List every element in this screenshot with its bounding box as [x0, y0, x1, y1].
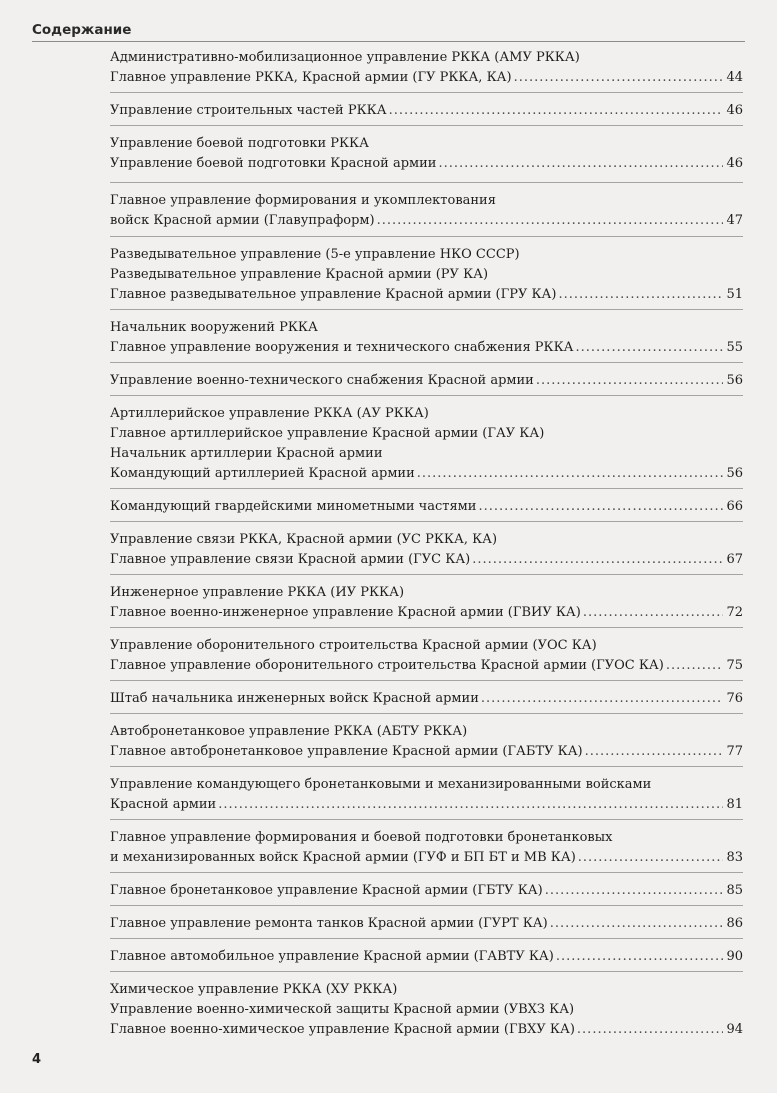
toc-entry-line: Административно-мобилизационное управление РККА (АМУ РККА) [110, 50, 580, 65]
toc-entry-title: Командующий гвардейскими минометными частями [110, 499, 477, 514]
toc-page-number: 66 [726, 499, 743, 514]
dot-leader [481, 689, 723, 709]
toc-entry[interactable] [110, 48, 743, 88]
dot-leader [417, 464, 723, 484]
toc-page-number: 72 [726, 605, 743, 620]
toc-entry[interactable] [110, 881, 743, 901]
toc-entry-line: Начальник артиллерии Красной армии [110, 446, 383, 461]
entry-separator [110, 521, 743, 522]
toc-entry-title: Главное управление ремонта танков Красной армии (ГУРТ КА) [110, 916, 548, 931]
toc-entry-title: Главное управление РККА, Красной армии (ГУ РККА, КА) [110, 70, 512, 85]
toc-page-number: 77 [726, 744, 743, 759]
toc-entry[interactable] [110, 636, 743, 676]
toc-entry-title: Главное автобронетанковое управление Красной армии (ГАБТУ КА) [110, 744, 583, 759]
dot-leader [558, 285, 723, 305]
page-number: 4 [32, 1052, 42, 1067]
toc-entry-line: Артиллерийское управление РККА (АУ РККА) [110, 406, 429, 421]
dot-leader [550, 914, 723, 934]
toc-page-number: 85 [726, 883, 743, 898]
dot-leader [545, 881, 723, 901]
dot-leader [514, 68, 723, 88]
toc-page-number: 46 [726, 103, 743, 118]
toc-entry-last-line [110, 914, 743, 934]
entry-separator [110, 627, 743, 628]
toc-entry[interactable] [110, 530, 743, 570]
entry-separator [110, 488, 743, 489]
toc-entry-line: Главное артиллерийское управление Красной армии (ГАУ КА) [110, 426, 545, 441]
entry-separator [110, 905, 743, 906]
toc-page-number: 94 [726, 1022, 743, 1037]
toc-entry-last-line [110, 848, 743, 868]
toc-entry-line: Автобронетанковое управление РККА (АБТУ РККА) [110, 724, 468, 739]
toc-entry-last-line [110, 371, 743, 391]
toc-entry-line: Разведывательное управление (5-е управление НКО СССР) [110, 247, 520, 262]
toc-entry-title: Управление строительных частей РККА [110, 103, 387, 118]
toc-entry-line: Начальник вооружений РККА [110, 320, 318, 335]
entry-separator [110, 92, 743, 93]
dot-leader [583, 603, 723, 623]
toc-entry-title: войск Красной армии (Главупраформ) [110, 213, 375, 228]
toc-page-number: 46 [726, 156, 743, 171]
dot-leader [478, 497, 723, 517]
entry-separator [110, 938, 743, 939]
toc-page-number: 86 [726, 916, 743, 931]
toc-page-number: 56 [726, 466, 743, 481]
dot-leader [218, 795, 723, 815]
toc-entry-title: Главное управление вооружения и технического снабжения РККА [110, 340, 574, 355]
section-label: Содержание [32, 22, 132, 38]
toc-entry-title: Главное военно-химическое управление Красной армии (ГВХУ КА) [110, 1022, 575, 1037]
toc-entry[interactable] [110, 689, 743, 709]
entry-separator [110, 574, 743, 575]
toc-entry[interactable] [110, 101, 743, 121]
entry-separator [110, 362, 743, 363]
toc-entry-line: Главное управление формирования и укомплектования [110, 193, 496, 208]
toc-page-number: 51 [726, 287, 743, 302]
toc-entry-line: Управление оборонительного строительства Красной армии (УОС КА) [110, 638, 597, 653]
toc-entry-title: Главное управление оборонительного строительства Красной армии (ГУОС КА) [110, 658, 664, 673]
toc-entry-title: и механизированных войск Красной армии (ГУФ и БП БТ и МВ КА) [110, 850, 576, 865]
dot-leader [472, 550, 723, 570]
entry-separator [110, 182, 743, 183]
toc-entry-line: Управление командующего бронетанковыми и механизированными войсками [110, 777, 652, 792]
toc-page-number: 76 [726, 691, 743, 706]
toc-entry-last-line [110, 603, 743, 623]
entry-separator [110, 309, 743, 310]
toc-page-number: 56 [726, 373, 743, 388]
toc-entry-last-line [110, 154, 743, 174]
toc-page-number: 67 [726, 552, 743, 567]
entry-separator [110, 766, 743, 767]
toc-page-number: 75 [726, 658, 743, 673]
entry-separator [110, 713, 743, 714]
entry-separator [110, 872, 743, 873]
toc-entry-title: Главное автомобильное управление Красной армии (ГАВТУ КА) [110, 949, 554, 964]
toc-entry-last-line [110, 68, 743, 88]
toc-entry-title: Командующий артиллерией Красной армии [110, 466, 415, 481]
dot-leader [377, 211, 723, 231]
toc-entry-last-line [110, 497, 743, 517]
dot-leader [585, 742, 723, 762]
toc-entry-title: Штаб начальника инженерных войск Красной армии [110, 691, 479, 706]
toc-list [110, 0, 743, 1093]
toc-entry-title: Красной армии [110, 797, 217, 812]
toc-entry[interactable] [110, 245, 743, 305]
toc-entry[interactable] [110, 134, 743, 174]
toc-entry-last-line [110, 1020, 743, 1040]
entry-separator [110, 236, 743, 237]
toc-entry-title: Главное военно-инженерное управление Красной армии (ГВИУ КА) [110, 605, 581, 620]
dot-leader [438, 154, 723, 174]
entry-separator [110, 680, 743, 681]
dot-leader [577, 1020, 723, 1040]
toc-entry-line: Химическое управление РККА (ХУ РККА) [110, 982, 398, 997]
toc-entry-title: Главное управление связи Красной армии (ГУС КА) [110, 552, 471, 567]
toc-entry[interactable] [110, 583, 743, 623]
toc-entry[interactable] [110, 947, 743, 967]
entry-separator [110, 819, 743, 820]
toc-entry-line: Главное управление формирования и боевой подготовки бронетанковых [110, 830, 613, 845]
entry-separator [110, 125, 743, 126]
toc-entry-last-line [110, 285, 743, 305]
toc-entry-title: Управление боевой подготовки Красной армии [110, 156, 437, 171]
toc-entry[interactable] [110, 404, 743, 484]
toc-entry-last-line [110, 464, 743, 484]
toc-entry-last-line [110, 101, 743, 121]
toc-page-number: 81 [726, 797, 743, 812]
toc-entry[interactable] [110, 980, 743, 1040]
toc-entry-title: Главное бронетанковое управление Красной армии (ГБТУ КА) [110, 883, 543, 898]
toc-entry[interactable] [110, 497, 743, 517]
toc-page-number: 44 [726, 70, 743, 85]
toc-entry-line: Управление связи РККА, Красной армии (УС РККА, КА) [110, 532, 498, 547]
toc-entry[interactable] [110, 914, 743, 934]
toc-entry-last-line [110, 338, 743, 358]
toc-entry-last-line [110, 689, 743, 709]
toc-entry-last-line [110, 795, 743, 815]
dot-leader [389, 101, 723, 121]
toc-entry-line: Инженерное управление РККА (ИУ РККА) [110, 585, 405, 600]
entry-separator [110, 971, 743, 972]
toc-entry[interactable] [110, 191, 743, 231]
toc-entry-line: Управление военно-химической защиты Красной армии (УВХЗ КА) [110, 1002, 575, 1017]
toc-entry-last-line [110, 881, 743, 901]
toc-entry[interactable] [110, 775, 743, 815]
dot-leader [556, 947, 723, 967]
toc-entry-last-line [110, 656, 743, 676]
toc-entry-last-line [110, 947, 743, 967]
entry-separator [110, 395, 743, 396]
dot-leader [578, 848, 723, 868]
dot-leader [666, 656, 723, 676]
toc-entry-line: Управление боевой подготовки РККА [110, 136, 369, 151]
toc-entry[interactable] [110, 722, 743, 762]
toc-entry-last-line [110, 742, 743, 762]
toc-entry-last-line [110, 550, 743, 570]
toc-page-number: 47 [726, 213, 743, 228]
toc-entry-last-line [110, 211, 743, 231]
dot-leader [576, 338, 723, 358]
toc-entry[interactable] [110, 318, 743, 358]
dot-leader [536, 371, 723, 391]
toc-page-number: 83 [726, 850, 743, 865]
toc-entry[interactable] [110, 828, 743, 868]
toc-entry-title: Главное разведывательное управление Красной армии (ГРУ КА) [110, 287, 557, 302]
toc-entry-line: Разведывательное управление Красной армии (РУ КА) [110, 267, 489, 282]
toc-entry-title: Управление военно-технического снабжения Красной армии [110, 373, 534, 388]
toc-page-number: 90 [726, 949, 743, 964]
toc-entry[interactable] [110, 371, 743, 391]
toc-page-number: 55 [726, 340, 743, 355]
